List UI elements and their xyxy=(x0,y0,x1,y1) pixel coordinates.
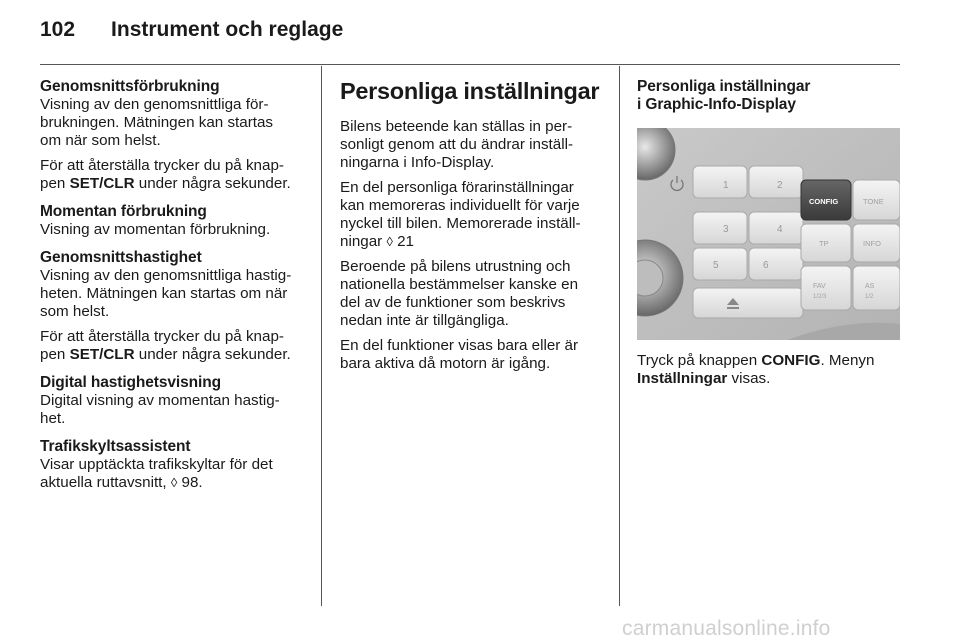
text-run: ningar xyxy=(340,233,387,250)
paragraph xyxy=(40,267,310,321)
text-line: Visning av momentan förbrukning. xyxy=(40,221,271,238)
section-heading: Genomsnittshastighet xyxy=(40,249,202,266)
key-5: 5 xyxy=(713,260,719,271)
text-line xyxy=(637,370,900,388)
tp-key-label: TP xyxy=(819,239,829,248)
section-traffic-sign-assistant xyxy=(40,438,310,492)
section-heading: Momentan förbrukning xyxy=(40,203,207,220)
eject-button xyxy=(693,288,803,318)
text-run: pen xyxy=(40,175,70,192)
section-heading: Trafikskyltsassistent xyxy=(40,438,191,455)
paragraph xyxy=(340,337,600,373)
text-run: under några sekunder. xyxy=(134,175,291,192)
paragraph xyxy=(40,221,310,239)
button-name: SET/CLR xyxy=(69,346,135,363)
button-name: SET/CLR xyxy=(69,175,135,192)
page-header xyxy=(40,18,343,48)
text-line: som helst. xyxy=(40,303,110,320)
section-digital-speed xyxy=(40,374,310,428)
as-key-sublabel: 1/2 xyxy=(865,294,874,300)
text-line: För att återställa trycker du på knap- xyxy=(40,157,284,174)
paragraph xyxy=(340,258,600,330)
paragraph xyxy=(40,157,310,193)
text-line: En del personliga förarinställningar xyxy=(340,179,574,196)
page-number: 102 xyxy=(40,18,76,41)
heading-line: Personliga inställningar xyxy=(637,78,811,95)
text-run: visas. xyxy=(727,370,771,387)
text-run: under några sekunder. xyxy=(134,346,291,363)
text-line: heten. Mätningen kan startas om när xyxy=(40,285,288,302)
text-line xyxy=(340,233,600,251)
section-heading: Genomsnittsförbrukning xyxy=(40,78,220,95)
heading-line: i Graphic-Info-Display xyxy=(637,96,796,113)
text-line xyxy=(40,474,310,492)
middle-column xyxy=(340,78,600,380)
key-6: 6 xyxy=(763,260,769,271)
text-line: Bilens beteende kan ställas in per- xyxy=(340,118,573,135)
column-divider xyxy=(321,66,322,606)
paragraph xyxy=(40,328,310,364)
info-key-label: INFO xyxy=(863,239,881,248)
text-line: En del funktioner visas bara eller är xyxy=(340,337,579,354)
text-line: brukningen. Mätningen kan startas xyxy=(40,114,274,131)
tone-key-label: TONE xyxy=(863,197,884,206)
column-divider xyxy=(619,66,620,606)
page-reference-number[interactable]: 21 xyxy=(392,233,415,250)
text-line: kan memoreras individuellt för varje xyxy=(340,197,580,214)
page-reference-icon[interactable]: ◊ xyxy=(386,234,393,249)
text-line: del av de funktioner som beskrivs xyxy=(340,294,566,311)
paragraph xyxy=(340,118,600,172)
section-heading: Digital hastighetsvisning xyxy=(40,374,221,391)
section-title: Personliga inställningar xyxy=(340,78,600,104)
text-run: . Menyn xyxy=(820,352,875,369)
text-run: pen xyxy=(40,346,70,363)
control-panel-photo xyxy=(637,128,900,340)
text-line: För att återställa trycker du på knap- xyxy=(40,328,284,345)
config-key-label: CONFIG xyxy=(809,197,839,206)
paragraph xyxy=(40,456,310,492)
text-line xyxy=(637,352,900,370)
text-run: Tryck på knappen xyxy=(637,352,762,369)
key-2: 2 xyxy=(777,180,783,191)
text-line xyxy=(40,346,310,364)
text-line: bara aktiva då motorn är igång. xyxy=(340,355,551,372)
text-line: Visar upptäckta trafikskyltar för det xyxy=(40,456,273,473)
text-line: het. xyxy=(40,410,66,427)
right-column xyxy=(637,78,900,395)
text-line: om när som helst. xyxy=(40,132,161,149)
section-heading xyxy=(637,78,900,114)
key-4: 4 xyxy=(777,224,783,235)
text-line: sonligt genom att du ändrar inställ- xyxy=(340,136,574,153)
menu-name: Inställningar xyxy=(637,370,728,387)
as-key-label: AS xyxy=(865,283,875,290)
paragraph xyxy=(340,179,600,251)
text-line xyxy=(40,175,310,193)
text-line: nationella bestämmelser kanske en xyxy=(340,276,579,293)
paragraph xyxy=(40,96,310,150)
text-line: nedan inte är tillgängliga. xyxy=(340,312,509,329)
text-line: Visning av den genomsnittliga för- xyxy=(40,96,269,113)
text-line: ningarna i Info-Display. xyxy=(340,154,495,171)
text-line: Digital visning av momentan hastig- xyxy=(40,392,280,409)
section-average-speed xyxy=(40,249,310,364)
button-name: CONFIG xyxy=(761,352,821,369)
text-line: nyckel till bilen. Memorerade inställ- xyxy=(340,215,581,232)
text-line: Visning av den genomsnittliga hastig- xyxy=(40,267,292,284)
photo-caption xyxy=(637,352,900,388)
key-3: 3 xyxy=(723,224,729,235)
paragraph xyxy=(40,392,310,428)
section-momentary-consumption xyxy=(40,203,310,239)
page-reference-number[interactable]: 98. xyxy=(177,474,203,491)
header-rule xyxy=(40,64,900,65)
key-1: 1 xyxy=(723,180,729,191)
watermark: carmanualsonline.info xyxy=(622,617,831,640)
page-title: Instrument och reglage xyxy=(111,18,344,41)
fav-key-sublabel: 1/2/3 xyxy=(813,294,827,300)
section-average-consumption xyxy=(40,78,310,193)
text-run: aktuella ruttavsnitt, xyxy=(40,474,171,491)
page-reference-icon[interactable]: ◊ xyxy=(170,475,178,490)
fav-key-label: FAV xyxy=(813,283,826,290)
left-column xyxy=(40,78,310,502)
text-line: Beroende på bilens utrustning och xyxy=(340,258,571,275)
